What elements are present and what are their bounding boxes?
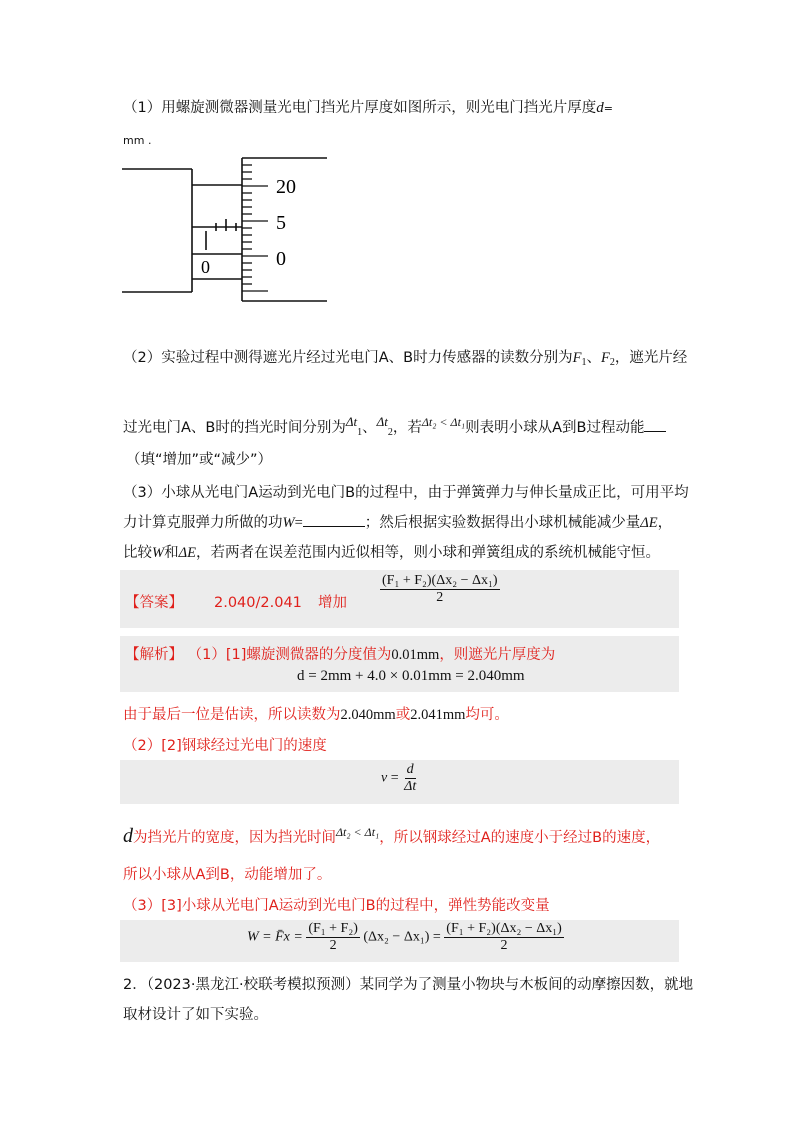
next-question-line1: 2．（2023·黑龙江·校联考模拟预测）某同学为了测量小物块与木板间的动摩擦因数，就地	[123, 977, 694, 993]
analysis-p6: （3）[3]小球从光电门A运动到光电门B的过程中，弹性势能改变量	[123, 898, 550, 914]
thimble-label-5: 5	[276, 212, 286, 234]
analysis-p1: 【解析】 （1）[1]螺旋测微器的分度值为0.01mm，则遮光片厚度为	[125, 647, 556, 663]
analysis-p3: （2）[2]钢球经过光电门的速度	[123, 738, 327, 754]
q3-line3: 比较W和ΔE，若两者在误差范围内近似相等，则小球和弹簧组成的系统机械能守恒。	[123, 545, 660, 561]
answer-formula: $\frac{\text{(F₁ + F₂)(Δx₂ − Δx₁)}}{2}$	[382, 573, 498, 605]
analysis-p2: 由于最后一位是估读，所以读数为2.040mm或2.041mm均可。	[123, 707, 509, 723]
velocity-formula: v = $\frac{d}{\Delta t}$	[381, 762, 417, 794]
next-question-line2: 取材设计了如下实验。	[123, 1007, 268, 1023]
micrometer-figure	[120, 155, 335, 305]
q1-text: （1）用螺旋测微器测量光电门挡光片厚度如图所示，则光电门挡光片厚度d=	[123, 100, 613, 116]
work-formula: W = F̄x = $\frac{\text{(F₁ + F₂)}}{2}$ (Δx₂ − Δx₁) = $\frac{\text{(F₁ + F₂)(Δx₂ − Δx₁)}}{2}$	[247, 921, 562, 953]
analysis-p4: d为挡光片的宽度，因为挡光时间$^{\Delta t_2 < \Delta t_1}$，所以钢球经过A的速度小于经过B的速度，	[123, 825, 661, 847]
sleeve-label-0: 0	[201, 257, 210, 277]
q2-line2: 过光电门A、B时的挡光时间分别为$\Delta t_1$、$\Delta t_2$，若$^{\Delta t_2 < \Delta t_1}$则表明小球从A到B过程动能	[123, 412, 666, 443]
q2-line1: （2）实验过程中测得遮光片经过光电门A、B时力传感器的读数分别为$F_1$、$F_2$，遮光片经	[123, 350, 688, 368]
q3-line1: （3）小球从光电门A运动到光电门B的过程中，由于弹簧弹力与伸长量成正比，可用平均	[123, 485, 689, 501]
q1-unit: mm .	[123, 134, 152, 147]
analysis-p5: 所以小球从A到B，动能增加了。	[123, 867, 332, 883]
thimble-label-20: 20	[276, 176, 296, 198]
answer-value-2: 增加	[318, 595, 347, 611]
answer-value-1: 2.040/2.041	[214, 595, 302, 611]
q2-line3: （填“增加”或“减少”）	[126, 452, 273, 468]
q2-answer-blank[interactable]	[644, 431, 666, 432]
thimble-ticks	[242, 165, 268, 291]
answer-label: 【答案】	[125, 595, 183, 611]
analysis-formula-1: d = 2mm + 4.0 × 0.01mm = 2.040mm	[297, 668, 525, 684]
q3-line2: 力计算克服弹力所做的功W= ；然后根据实验数据得出小球机械能减少量ΔE，	[123, 515, 673, 531]
q3-work-blank[interactable]	[303, 526, 365, 527]
thimble-label-0: 0	[276, 248, 286, 270]
